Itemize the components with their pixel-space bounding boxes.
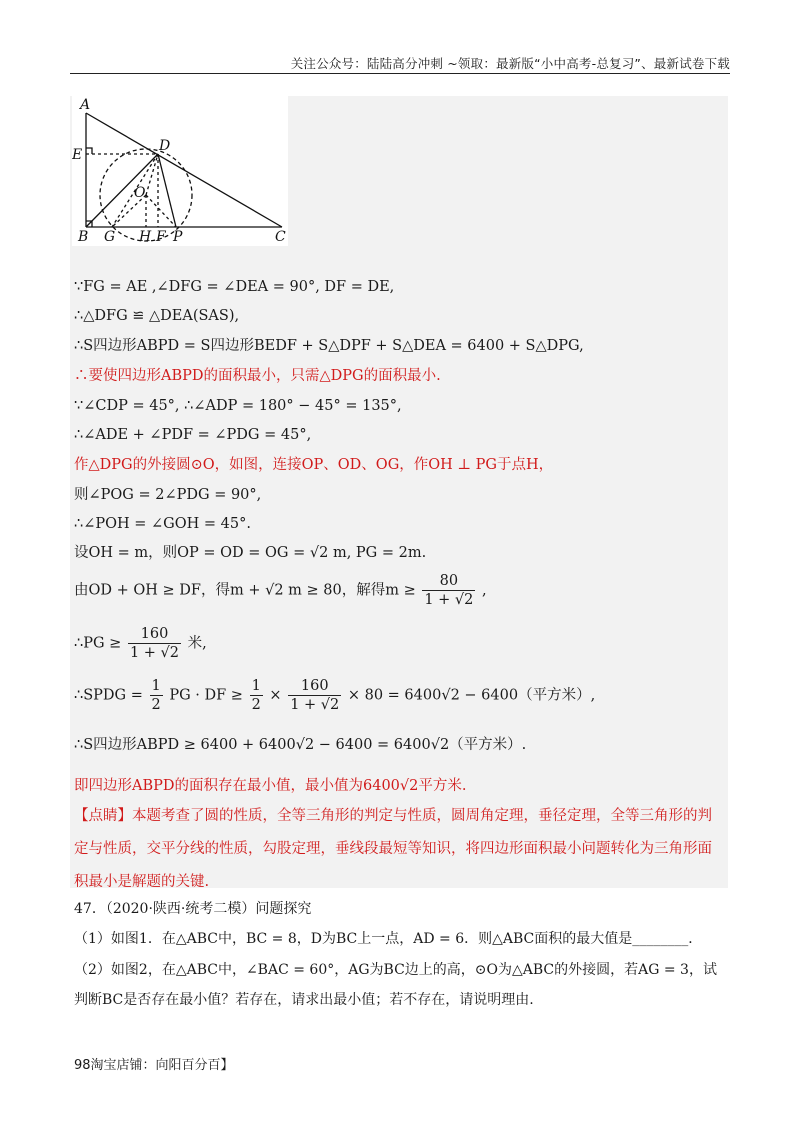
solution-line: ∴要使四边形ABPD的面积最小，只需△DPG的面积最小. bbox=[74, 368, 441, 384]
fraction-denominator: 1 + √2 bbox=[129, 645, 179, 661]
right-angle-mark-e bbox=[86, 148, 92, 154]
label-p: P bbox=[173, 229, 183, 245]
fraction-numerator: 1 bbox=[151, 678, 161, 694]
header-divider bbox=[70, 73, 730, 74]
fraction bbox=[288, 677, 341, 714]
solution-text: × bbox=[269, 687, 282, 704]
fraction-numerator: 1 bbox=[251, 678, 261, 694]
label-a: A bbox=[80, 97, 91, 113]
fraction bbox=[150, 677, 163, 714]
fraction-denominator: 1 + √2 bbox=[290, 697, 340, 713]
solution-line: ∵FG = AE ,∠DFG = ∠DEA = 90°, DF = DE, bbox=[74, 279, 395, 295]
label-g: G bbox=[104, 229, 116, 245]
label-d: D bbox=[159, 138, 171, 154]
solution-line: 即四边形ABPD的面积存在最小值，最小值为6400√2平方米. bbox=[74, 778, 467, 794]
question-part-2-line-1: （2）如图2，在△ABC中，∠BAC = 60°，AG为BC边上的高，⊙O为△ABC的外接圆，若AG = 3，试 bbox=[74, 962, 717, 978]
fraction-denominator: 2 bbox=[151, 697, 161, 713]
solution-line: ∴S四边形ABPD = S四边形BEDF + S△DPF + S△DEA = 6400 + S△DPG, bbox=[74, 338, 584, 354]
page-footer: 98淘宝店铺：向阳百分百】 bbox=[74, 1058, 234, 1073]
label-f: F bbox=[156, 229, 166, 245]
label-h: H bbox=[139, 229, 152, 245]
fraction-denominator: 2 bbox=[251, 697, 261, 713]
segment-dp bbox=[158, 154, 176, 227]
solution-line: ∴△DFG ≌ △DEA(SAS), bbox=[74, 308, 240, 324]
solution-line: 则∠POG = 2∠PDG = 90°, bbox=[74, 487, 262, 503]
fraction bbox=[422, 572, 475, 609]
solution-text: PG · DF ≥ bbox=[169, 687, 243, 704]
page-header: 关注公众号：陆陆高分冲刺 ~领取：最新版“小中高考-总复习”、最新试卷下载 bbox=[290, 56, 730, 71]
solution-text: × 80 = 6400√2 − 6400（平方米）, bbox=[347, 687, 596, 704]
fraction bbox=[128, 625, 181, 662]
solution-text: ∴PG ≥ bbox=[74, 635, 122, 652]
fraction-numerator: 160 bbox=[128, 625, 181, 644]
label-b: B bbox=[78, 229, 89, 245]
solution-line: 设OH = m，则OP = OD = OG = √2 m, PG = 2m. bbox=[74, 545, 427, 561]
fraction-numerator: 80 bbox=[422, 572, 475, 591]
solution-line: ∴∠ADE + ∠PDF = ∠PDG = 45°, bbox=[74, 427, 312, 443]
label-c: C bbox=[275, 229, 286, 245]
label-e: E bbox=[72, 147, 83, 163]
geometry-figure bbox=[72, 96, 288, 246]
comment-paragraph: 【点睛】本题考查了圆的性质，全等三角形的判定与性质，圆周角定理，垂径定理，全等三角形的判定与性质，交平分线的性质，勾股定理，垂线段最短等知识，将四边形面积最小问题转化为三角形面积最小是解题的关键. bbox=[74, 808, 712, 890]
question-part-1: （1）如图1．在△ABC中，BC = 8，D为BC上一点，AD = 6．则△ABC面积的最大值是________． bbox=[74, 931, 703, 947]
solution-line: 作△DPG的外接圆⊙O，如图，连接OP、OD、OG，作OH ⊥ PG于点H， bbox=[74, 457, 554, 473]
segment-bd bbox=[86, 154, 158, 227]
solution-text: 由OD + OH ≥ DF，得m + √2 m ≥ 80，解得m ≥ bbox=[74, 582, 416, 599]
solution-line: ∴S四边形ABPD ≥ 6400 + 6400√2 − 6400 = 6400√2（平方米）. bbox=[74, 737, 527, 753]
fraction-denominator: 1 + √2 bbox=[424, 592, 474, 608]
fraction-numerator: 160 bbox=[288, 677, 341, 696]
solution-line: ∴∠POH = ∠GOH = 45°. bbox=[74, 516, 251, 532]
solution-text: ∴SPDG = bbox=[74, 687, 143, 704]
question-part-2-line-2: 判断BC是否存在最小值？若存在，请求出最小值；若不存在，请说明理由. bbox=[74, 992, 534, 1008]
geometry-diagram bbox=[72, 96, 288, 246]
solution-line bbox=[74, 572, 487, 609]
question-title: 47．（2020·陕西·统考二模）问题探究 bbox=[74, 901, 312, 917]
solution-text: 米, bbox=[187, 635, 207, 652]
solution-line bbox=[74, 677, 595, 714]
label-o: O bbox=[134, 185, 146, 201]
fraction bbox=[250, 677, 263, 714]
solution-line: ∵∠CDP = 45°, ∴∠ADP = 180° − 45° = 135°, bbox=[74, 398, 402, 414]
solution-text: , bbox=[482, 582, 487, 599]
solution-line bbox=[74, 625, 207, 662]
